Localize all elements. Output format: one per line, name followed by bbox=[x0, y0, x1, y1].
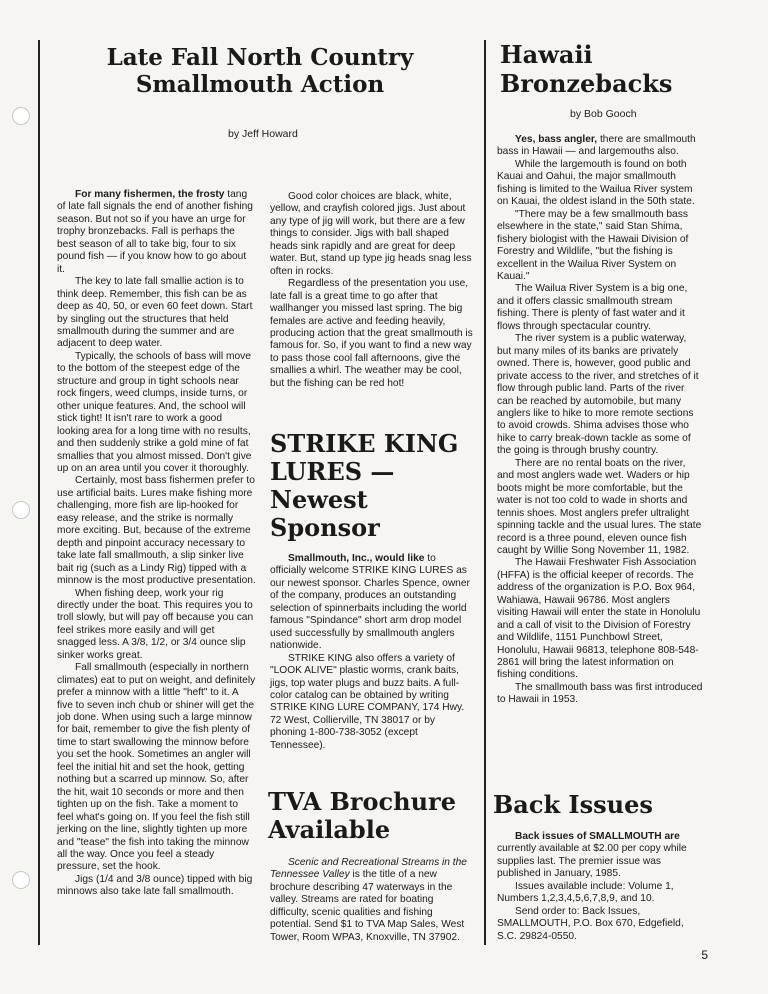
paragraph bbox=[497, 209, 703, 284]
paragraph bbox=[57, 276, 256, 351]
paragraph-text: tang of late fall signals the end of another fishing season. But not so if you have an urge for trophy bronzebacks. Fall is perhaps the best season of all to take big, four to six pound fish — if you know how to go about it. bbox=[57, 189, 253, 275]
binder-hole-bottom bbox=[12, 871, 30, 889]
title-line: Late Fall North Country bbox=[106, 44, 414, 71]
paragraph bbox=[57, 588, 256, 663]
paragraph-text: The Wailua River System is a big one, and it offers classic smallmouth stream fishing. There is plenty of fast water and it flows through spectacular country. bbox=[497, 283, 688, 332]
title-line: Sponsor bbox=[270, 513, 380, 542]
hawaii-byline: by Bob Gooch bbox=[570, 108, 637, 120]
back-issues-title: Back Issues bbox=[493, 790, 653, 819]
title-line: Bronzebacks bbox=[500, 69, 673, 98]
title-line: Available bbox=[268, 815, 391, 844]
binder-hole-middle bbox=[12, 501, 30, 519]
tva-brochure-title: Scenic and Recreational Streams in the Tennessee Valley bbox=[270, 857, 467, 881]
paragraph-text: "There may be a few smallmouth bass elsewhere in the state," said Stan Shima, fishery biologist with the Hawaii Division of Forestry and Wildlife, "but the fishing is excellent in the Wailua River System on Kauai." bbox=[497, 208, 689, 282]
late-fall-column-1 bbox=[57, 189, 256, 899]
binder-hole-top bbox=[12, 107, 30, 125]
paragraph-text: The key to late fall smallie action is to think deep. Remember, this fish can be as deep as 40, 50, or even 60 feet down. Start by singling out the structures that held smallmouth during the summer and are adjacent to deep water. bbox=[57, 276, 253, 350]
page-number: 5 bbox=[701, 948, 708, 962]
paragraph-lead: Smallmouth, Inc., would like bbox=[288, 553, 425, 564]
paragraph-text: Fall smallmouth (especially in northern climates) eat to put on weight, and definitely prefer a minnow with a little "heft" to it. A five to seven inch chub or shiner will get the job done. When using such a large minnow for bait, remember to give the fish plenty of time to start swallowing the minnow before you set the hook. Sometimes an angler will feel the initial hit and set the hook, getting nothing but a scarred up minnow. So, after the hit, wait 10 seconds or more and then tighten up on the fish. Take a moment to feel what's going on. If you feel the fish still jerking on the line, slightly tighten up more and "tease" the fish into taking the minnow all the way. Once you feel a steady pressure, set the hook. bbox=[57, 662, 256, 873]
paragraph-lead: Back issues of SMALLMOUTH are bbox=[515, 831, 680, 842]
paragraph-text: Typically, the schools of bass will move to the bottom of the steepest edge of the structure and group in tight schools near rock fingers, weed clumps, inside turns, or other unique features. And, the school will stick tight! It isn't rare to work a good looking area for a long time with no results, and then suddenly strike a gold mine of fat smallies that you almost missed. Don't give up on an area until you cover it thoroughly. bbox=[57, 350, 252, 474]
paragraph-text: There are no rental boats on the river, and most anglers wade wet. Waders or hip boots might be more comfortable, but the water is not too cold to wade in shorts and tennis shoes. Most anglers prefer ultralight spinning tackle and the usual lures. The state record is a three pound, eleven ounce fish caught by Willie Song November 11, 1982. bbox=[497, 457, 702, 556]
tva-body bbox=[270, 857, 474, 944]
paragraph bbox=[497, 557, 703, 682]
hawaii-title bbox=[500, 40, 740, 98]
paragraph bbox=[497, 831, 703, 881]
paragraph-text: The Hawaii Freshwater Fish Association (HFFA) is the official keeper of records. The address of the organization is P.O. Box 964, Wahiawa, Hawaii 96786. Most anglers visiting Hawaii will enter the state in Honolulu and a call of visit to the Division of Forestry and Wildlife, 1151 Punchbowl Street, Honolulu, Hawaii 96813, telephone 808-548-2861 will bring the latest information on fishing conditions. bbox=[497, 557, 701, 681]
title-line: TVA Brochure bbox=[268, 787, 456, 816]
paragraph-text: currently available at $2.00 per copy while supplies last. The premier issue was published in January, 1985. bbox=[497, 843, 687, 880]
right-column-rule bbox=[484, 40, 486, 945]
paragraph bbox=[497, 458, 703, 558]
paragraph bbox=[270, 278, 474, 390]
title-line: LURES — bbox=[270, 457, 395, 486]
paragraph-text: The river system is a public waterway, but many miles of its banks are privately owned. There is, however, good public and private access to the river, and stretches of it flow through public land. Parts of the river can be reached by automobile, but many anglers like to hike to more remote sections to avoid crowds. Shima advises those who hike to carry break-down tackle as some of the going is through brushy country. bbox=[497, 333, 699, 457]
late-fall-column-2 bbox=[270, 191, 474, 390]
title-line: Newest bbox=[270, 485, 368, 514]
paragraph-lead: Yes, bass angler, bbox=[515, 134, 598, 145]
back-issues-body bbox=[497, 831, 703, 943]
paragraph-text: Issues available include: Volume 1, Numbers 1,2,3,4,5,6,7,8,9, and 10. bbox=[497, 880, 674, 905]
left-column-rule bbox=[38, 40, 40, 945]
strike-king-title bbox=[270, 430, 480, 542]
paragraph bbox=[497, 881, 703, 906]
title-line: STRIKE KING bbox=[270, 429, 459, 458]
late-fall-byline: by Jeff Howard bbox=[228, 128, 298, 140]
title-line: Hawaii bbox=[500, 40, 593, 69]
paragraph-text: While the largemouth is found on both Kauai and Oahui, the major smallmouth fishing is limited to the Wailua River system on Kauai, the oldest island in the 50th state. bbox=[497, 158, 695, 208]
paragraph-text: Jigs (1/4 and 3/8 ounce) tipped with big minnows also take late fall smallmouth. bbox=[57, 873, 253, 898]
paragraph bbox=[270, 553, 474, 653]
paragraph bbox=[270, 191, 474, 278]
title-line: Smallmouth Action bbox=[135, 71, 385, 99]
paragraph-text: Send order to: Back Issues, SMALLMOUTH, P.O. Box 670, Edgefield, S.C. 29824-0550. bbox=[497, 905, 684, 942]
late-fall-article-title bbox=[60, 44, 460, 98]
hawaii-body bbox=[497, 134, 703, 707]
paragraph-text: there are smallmouth bass in Hawaii — and largemouths also. bbox=[497, 134, 696, 158]
tva-body-text: is the title of a new brochure describing 47 waterways in the valley. Streams are rated for boating difficulty, scenic qualities and fishing potential. Send $1 to TVA Map Sales, West Tower, Room WPA3, Knoxville, TN 37902. bbox=[270, 869, 465, 943]
strike-king-body bbox=[270, 553, 474, 752]
paragraph bbox=[497, 283, 703, 333]
paragraph bbox=[57, 475, 256, 587]
paragraph-text: Certainly, most bass fishermen prefer to use artificial baits. Lures make fishing more challenging, more fish are lip-hooked for easy release, and the strike is normally more exciting. But, because of the extreme depth and pinpoint accuracy necessary to take late fall smallmouth, a slip sinker live bait rig (such as a Lindy Rig) tipped with a minnow is the most productive presentation. bbox=[57, 475, 256, 587]
paragraph bbox=[270, 653, 474, 753]
paragraph-text: STRIKE KING also offers a variety of "LOOK ALIVE" plastic worms, crank baits, jigs, top water plugs and buzz baits. A full-color catalog can be obtained by writing STRIKE KING LURE COMPANY, 174 Hwy. 72 West, Collierville, TN 38017 or by phoning 1-800-738-3052 (except Tennessee). bbox=[270, 652, 465, 751]
paragraph bbox=[57, 351, 256, 476]
paragraph-lead: For many fishermen, the frosty bbox=[75, 189, 225, 200]
paragraph bbox=[57, 662, 256, 874]
paragraph bbox=[497, 906, 703, 943]
paragraph-text: When fishing deep, work your rig directly under the boat. This requires you to troll slowly, but will pay off because you can feel strikes more easily and will get snagged less. A 3/8, 1/2, or 3/4 ounce slip sinker works great. bbox=[57, 587, 254, 661]
tva-title bbox=[268, 788, 478, 844]
paragraph-text: Good color choices are black, white, yellow, and crayfish colored jigs. Just about any type of jig will work, but there are a few things to consider. Jigs with ball shaped heads sink rapidly and are great for deep water. But, stand up type jig heads snag less often in rocks. bbox=[270, 191, 472, 277]
paragraph bbox=[497, 134, 703, 159]
paragraph-text: The smallmouth bass was first introduced to Hawaii in 1953. bbox=[497, 681, 703, 706]
paragraph bbox=[57, 189, 256, 276]
paragraph-text: Regardless of the presentation you use, late fall is a great time to go after that wallhanger you missed last spring. The big females are active and feeding heavily, producing action that the great smallmouth is famous for. So, if you want to find a new way to pass those cool fall afternoons, give the smallies a whirl. The weather may be cool, but the fishing can be red hot! bbox=[270, 278, 473, 389]
paragraph bbox=[57, 874, 256, 899]
paragraph bbox=[497, 159, 703, 209]
paragraph bbox=[497, 333, 703, 458]
paragraph bbox=[497, 682, 703, 707]
paragraph-text: to officially welcome STRIKE KING LURES as our newest sponsor. Charles Spence, owner of the company, produces an outstanding selection of spinnerbaits including the world famous "Spindance" short arm drop model used successfully by smallmouth anglers nationwide. bbox=[270, 553, 470, 652]
